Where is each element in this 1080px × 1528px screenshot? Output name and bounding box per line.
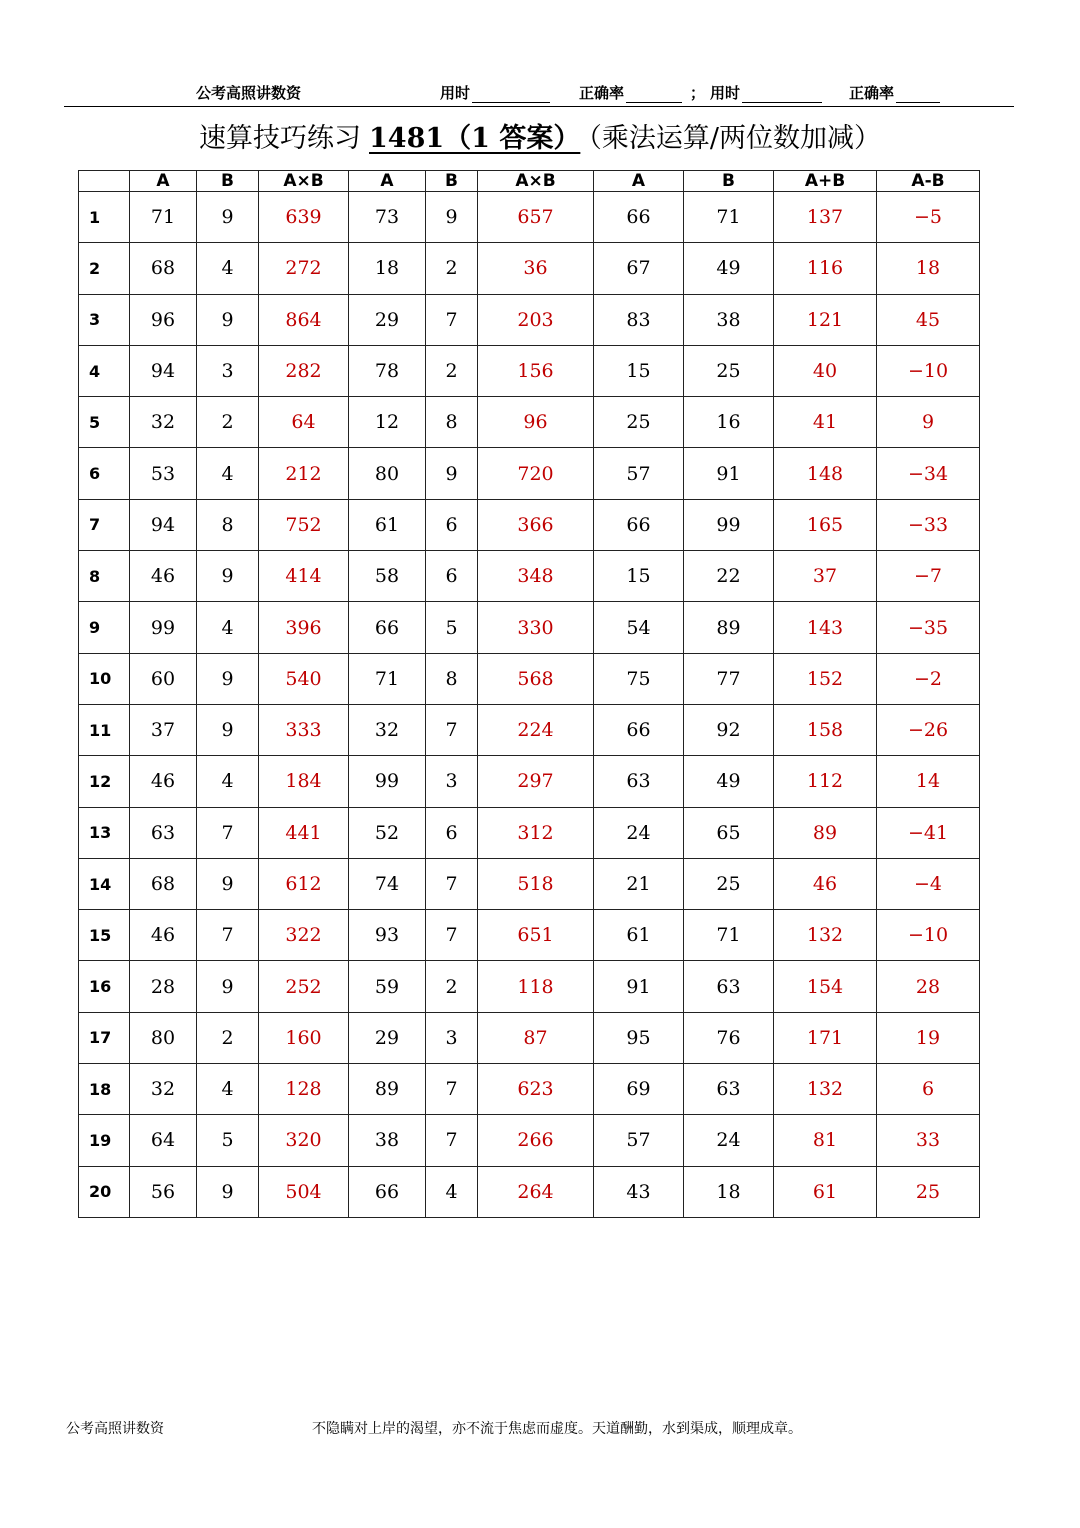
table-row — [79, 756, 980, 807]
operand-cell: 2 — [197, 1012, 259, 1063]
separator: ； — [690, 84, 706, 102]
answer-cell: 441 — [259, 807, 349, 858]
answer-cell: 348 — [478, 551, 594, 602]
operand-cell: 24 — [684, 1115, 774, 1166]
answer-cell: 720 — [478, 448, 594, 499]
answer-cell: 266 — [478, 1115, 594, 1166]
operand-cell: 49 — [684, 756, 774, 807]
operand-cell: 6 — [426, 551, 478, 602]
operand-cell: 8 — [426, 653, 478, 704]
operand-cell: 22 — [684, 551, 774, 602]
time-field-1 — [440, 82, 550, 103]
answer-cell: 137 — [774, 192, 877, 243]
answer-cell: 158 — [774, 704, 877, 755]
operand-cell: 63 — [684, 961, 774, 1012]
table-row — [79, 1012, 980, 1063]
table-row — [79, 192, 980, 243]
answer-cell: 132 — [774, 910, 877, 961]
answer-cell: 540 — [259, 653, 349, 704]
operand-cell: 32 — [130, 397, 197, 448]
time-label-2: 用时 — [710, 84, 741, 102]
header-brand: 公考高照讲数资 — [196, 84, 302, 102]
table-row — [79, 858, 980, 909]
operand-cell: 6 — [426, 807, 478, 858]
operand-cell: 75 — [594, 653, 684, 704]
operand-cell: 91 — [684, 448, 774, 499]
operand-cell: 77 — [684, 653, 774, 704]
answer-cell: 212 — [259, 448, 349, 499]
column-header: A-B — [877, 171, 980, 192]
row-number: 8 — [79, 551, 130, 602]
operand-cell: 4 — [197, 602, 259, 653]
answer-cell: 40 — [774, 345, 877, 396]
row-number: 10 — [79, 653, 130, 704]
time-field-2 — [710, 82, 822, 103]
table-row — [79, 448, 980, 499]
footer-brand: 公考高照讲数资 — [66, 1421, 164, 1437]
operand-cell: 71 — [130, 192, 197, 243]
operand-cell: 7 — [426, 704, 478, 755]
answer-cell: 297 — [478, 756, 594, 807]
answer-cell: 152 — [774, 653, 877, 704]
table-header-row — [79, 171, 980, 192]
operand-cell: 25 — [684, 858, 774, 909]
operand-cell: 99 — [130, 602, 197, 653]
answer-cell: 623 — [478, 1064, 594, 1115]
operand-cell: 5 — [197, 1115, 259, 1166]
table-row — [79, 294, 980, 345]
row-number: 11 — [79, 704, 130, 755]
column-header: B — [426, 171, 478, 192]
table-row — [79, 602, 980, 653]
title-prefix: 速算技巧练习 — [199, 123, 362, 154]
operand-cell: 60 — [130, 653, 197, 704]
answer-cell: 330 — [478, 602, 594, 653]
operand-cell: 94 — [130, 499, 197, 550]
operand-cell: 46 — [130, 551, 197, 602]
answer-cell: 224 — [478, 704, 594, 755]
answer-cell: −41 — [877, 807, 980, 858]
operand-cell: 15 — [594, 551, 684, 602]
operand-cell: 71 — [684, 192, 774, 243]
answer-cell: −5 — [877, 192, 980, 243]
operand-cell: 52 — [349, 807, 426, 858]
operand-cell: 53 — [130, 448, 197, 499]
operand-cell: 25 — [594, 397, 684, 448]
operand-cell: 96 — [130, 294, 197, 345]
title-suffix: （乘法运算/两位数加减） — [588, 123, 881, 154]
column-header: A×B — [259, 171, 349, 192]
accuracy-field-1 — [579, 82, 682, 103]
operand-cell: 38 — [349, 1115, 426, 1166]
operand-cell: 95 — [594, 1012, 684, 1063]
operand-cell: 66 — [594, 499, 684, 550]
row-number: 20 — [79, 1166, 130, 1217]
answer-cell: 116 — [774, 243, 877, 294]
answer-cell: 184 — [259, 756, 349, 807]
column-header — [79, 171, 130, 192]
table-row — [79, 397, 980, 448]
operand-cell: 80 — [349, 448, 426, 499]
operand-cell: 4 — [426, 1166, 478, 1217]
answer-cell: −7 — [877, 551, 980, 602]
operand-cell: 67 — [594, 243, 684, 294]
accuracy-blank-2[interactable] — [896, 88, 940, 103]
answer-cell: 165 — [774, 499, 877, 550]
answer-cell: 61 — [774, 1166, 877, 1217]
row-number: 14 — [79, 858, 130, 909]
answer-cell: −4 — [877, 858, 980, 909]
table-row — [79, 653, 980, 704]
answer-cell: −2 — [877, 653, 980, 704]
row-number: 18 — [79, 1064, 130, 1115]
row-number: 6 — [79, 448, 130, 499]
row-number: 12 — [79, 756, 130, 807]
answer-cell: 504 — [259, 1166, 349, 1217]
answer-cell: 612 — [259, 858, 349, 909]
operand-cell: 91 — [594, 961, 684, 1012]
operand-cell: 49 — [684, 243, 774, 294]
operand-cell: 9 — [426, 192, 478, 243]
operand-cell: 92 — [684, 704, 774, 755]
operand-cell: 9 — [197, 1166, 259, 1217]
operand-cell: 65 — [684, 807, 774, 858]
answer-cell: 96 — [478, 397, 594, 448]
row-number: 2 — [79, 243, 130, 294]
operand-cell: 3 — [197, 345, 259, 396]
row-number: 7 — [79, 499, 130, 550]
column-header: A — [130, 171, 197, 192]
operand-cell: 7 — [197, 910, 259, 961]
answer-cell: 333 — [259, 704, 349, 755]
operand-cell: 9 — [197, 704, 259, 755]
answer-cell: 639 — [259, 192, 349, 243]
operand-cell: 66 — [349, 602, 426, 653]
operand-cell: 3 — [426, 1012, 478, 1063]
answer-cell: 154 — [774, 961, 877, 1012]
answer-cell: 18 — [877, 243, 980, 294]
table-row — [79, 551, 980, 602]
answer-cell: −33 — [877, 499, 980, 550]
answer-cell: 171 — [774, 1012, 877, 1063]
answer-cell: 148 — [774, 448, 877, 499]
answer-cell: 651 — [478, 910, 594, 961]
operand-cell: 25 — [684, 345, 774, 396]
operand-cell: 64 — [130, 1115, 197, 1166]
answer-cell: 87 — [478, 1012, 594, 1063]
operand-cell: 66 — [594, 704, 684, 755]
answer-cell: 33 — [877, 1115, 980, 1166]
row-number: 15 — [79, 910, 130, 961]
operand-cell: 61 — [349, 499, 426, 550]
operand-cell: 2 — [426, 961, 478, 1012]
answer-cell: 264 — [478, 1166, 594, 1217]
operand-cell: 37 — [130, 704, 197, 755]
table-body — [79, 192, 980, 1218]
operand-cell: 69 — [594, 1064, 684, 1115]
operand-cell: 9 — [197, 294, 259, 345]
operand-cell: 59 — [349, 961, 426, 1012]
operand-cell: 7 — [197, 807, 259, 858]
operand-cell: 24 — [594, 807, 684, 858]
table-row — [79, 910, 980, 961]
answer-cell: 64 — [259, 397, 349, 448]
row-number: 19 — [79, 1115, 130, 1166]
column-header: A×B — [478, 171, 594, 192]
answer-cell: 160 — [259, 1012, 349, 1063]
operand-cell: 7 — [426, 858, 478, 909]
answer-cell: 366 — [478, 499, 594, 550]
operand-cell: 28 — [130, 961, 197, 1012]
operand-cell: 66 — [349, 1166, 426, 1217]
answer-cell: 118 — [478, 961, 594, 1012]
row-number: 13 — [79, 807, 130, 858]
answer-cell: 282 — [259, 345, 349, 396]
operand-cell: 9 — [197, 192, 259, 243]
operand-cell: 89 — [349, 1064, 426, 1115]
operand-cell: 73 — [349, 192, 426, 243]
answer-cell: 414 — [259, 551, 349, 602]
answer-cell: 657 — [478, 192, 594, 243]
operand-cell: 38 — [684, 294, 774, 345]
answer-cell: 156 — [478, 345, 594, 396]
column-header: B — [197, 171, 259, 192]
operand-cell: 7 — [426, 294, 478, 345]
operand-cell: 2 — [426, 345, 478, 396]
answer-cell: 312 — [478, 807, 594, 858]
operand-cell: 5 — [426, 602, 478, 653]
operand-cell: 9 — [197, 653, 259, 704]
answer-cell: 37 — [774, 551, 877, 602]
operand-cell: 15 — [594, 345, 684, 396]
operand-cell: 16 — [684, 397, 774, 448]
operand-cell: 68 — [130, 243, 197, 294]
answer-cell: 25 — [877, 1166, 980, 1217]
answer-cell: 568 — [478, 653, 594, 704]
operand-cell: 46 — [130, 910, 197, 961]
answer-cell: 128 — [259, 1064, 349, 1115]
column-header: A+B — [774, 171, 877, 192]
operand-cell: 83 — [594, 294, 684, 345]
answer-cell: 81 — [774, 1115, 877, 1166]
operand-cell: 4 — [197, 448, 259, 499]
operand-cell: 29 — [349, 294, 426, 345]
answer-cell: 45 — [877, 294, 980, 345]
operand-cell: 63 — [684, 1064, 774, 1115]
row-number: 5 — [79, 397, 130, 448]
operand-cell: 2 — [426, 243, 478, 294]
operand-cell: 78 — [349, 345, 426, 396]
operand-cell: 3 — [426, 756, 478, 807]
operand-cell: 63 — [594, 756, 684, 807]
time-label-1: 用时 — [440, 84, 471, 102]
time-blank-2[interactable] — [742, 88, 822, 103]
row-number: 3 — [79, 294, 130, 345]
operand-cell: 12 — [349, 397, 426, 448]
answer-cell: −10 — [877, 345, 980, 396]
answer-cell: 518 — [478, 858, 594, 909]
answer-cell: 322 — [259, 910, 349, 961]
answer-cell: 320 — [259, 1115, 349, 1166]
table-row — [79, 1064, 980, 1115]
operand-cell: 4 — [197, 756, 259, 807]
operand-cell: 63 — [130, 807, 197, 858]
operand-cell: 99 — [684, 499, 774, 550]
operand-cell: 18 — [349, 243, 426, 294]
answer-cell: 36 — [478, 243, 594, 294]
row-number: 9 — [79, 602, 130, 653]
answer-cell: 252 — [259, 961, 349, 1012]
operand-cell: 7 — [426, 1064, 478, 1115]
operand-cell: 32 — [349, 704, 426, 755]
operand-cell: 9 — [197, 551, 259, 602]
operand-cell: 54 — [594, 602, 684, 653]
answer-cell: 132 — [774, 1064, 877, 1115]
operand-cell: 9 — [426, 448, 478, 499]
operand-cell: 32 — [130, 1064, 197, 1115]
page-title — [0, 116, 1080, 155]
operand-cell: 46 — [130, 756, 197, 807]
operand-cell: 80 — [130, 1012, 197, 1063]
operand-cell: 58 — [349, 551, 426, 602]
answer-cell: 272 — [259, 243, 349, 294]
answer-cell: 14 — [877, 756, 980, 807]
answer-cell: 28 — [877, 961, 980, 1012]
operand-cell: 18 — [684, 1166, 774, 1217]
operand-cell: 66 — [594, 192, 684, 243]
operand-cell: 8 — [426, 397, 478, 448]
answer-cell: 6 — [877, 1064, 980, 1115]
answer-cell: 46 — [774, 858, 877, 909]
answer-cell: −26 — [877, 704, 980, 755]
answer-cell: 396 — [259, 602, 349, 653]
row-number: 17 — [79, 1012, 130, 1063]
table-row — [79, 704, 980, 755]
operand-cell: 74 — [349, 858, 426, 909]
table-row — [79, 807, 980, 858]
title-code: 1481（1 答案） — [369, 123, 581, 154]
answer-cell: 203 — [478, 294, 594, 345]
header-bar — [64, 78, 1014, 107]
operand-cell: 93 — [349, 910, 426, 961]
operand-cell: 94 — [130, 345, 197, 396]
operand-cell: 7 — [426, 1115, 478, 1166]
row-number: 4 — [79, 345, 130, 396]
time-blank-1[interactable] — [472, 88, 550, 103]
operand-cell: 99 — [349, 756, 426, 807]
operand-cell: 7 — [426, 910, 478, 961]
answer-cell: −10 — [877, 910, 980, 961]
row-number: 16 — [79, 961, 130, 1012]
operand-cell: 76 — [684, 1012, 774, 1063]
operand-cell: 9 — [197, 961, 259, 1012]
answer-cell: −34 — [877, 448, 980, 499]
answer-cell: 19 — [877, 1012, 980, 1063]
operand-cell: 57 — [594, 1115, 684, 1166]
footer-motto: 不隐瞒对上岸的渴望，亦不流于焦虑而虚度。天道酬勤，水到渠成，顺理成章。 — [312, 1421, 802, 1437]
column-header: B — [684, 171, 774, 192]
operand-cell: 71 — [684, 910, 774, 961]
operand-cell: 89 — [684, 602, 774, 653]
table-row — [79, 961, 980, 1012]
operand-cell: 4 — [197, 1064, 259, 1115]
operand-cell: 68 — [130, 858, 197, 909]
operand-cell: 61 — [594, 910, 684, 961]
answer-cell: 864 — [259, 294, 349, 345]
answer-cell: 112 — [774, 756, 877, 807]
accuracy-label-2: 正确率 — [849, 84, 895, 102]
operand-cell: 57 — [594, 448, 684, 499]
practice-table — [78, 170, 980, 1218]
table-row — [79, 1166, 980, 1217]
table-row — [79, 499, 980, 550]
operand-cell: 29 — [349, 1012, 426, 1063]
operand-cell: 21 — [594, 858, 684, 909]
answer-cell: 143 — [774, 602, 877, 653]
operand-cell: 2 — [197, 397, 259, 448]
column-header: A — [594, 171, 684, 192]
answer-cell: 121 — [774, 294, 877, 345]
row-number: 1 — [79, 192, 130, 243]
operand-cell: 43 — [594, 1166, 684, 1217]
operand-cell: 4 — [197, 243, 259, 294]
column-header: A — [349, 171, 426, 192]
accuracy-label-1: 正确率 — [579, 84, 625, 102]
answer-cell: 9 — [877, 397, 980, 448]
answer-cell: −35 — [877, 602, 980, 653]
table-row — [79, 345, 980, 396]
table-row — [79, 243, 980, 294]
answer-cell: 89 — [774, 807, 877, 858]
answer-cell: 41 — [774, 397, 877, 448]
operand-cell: 9 — [197, 858, 259, 909]
accuracy-field-2 — [849, 82, 940, 103]
operand-cell: 8 — [197, 499, 259, 550]
operand-cell: 6 — [426, 499, 478, 550]
table-row — [79, 1115, 980, 1166]
operand-cell: 56 — [130, 1166, 197, 1217]
answer-cell: 752 — [259, 499, 349, 550]
operand-cell: 71 — [349, 653, 426, 704]
accuracy-blank-1[interactable] — [626, 88, 682, 103]
